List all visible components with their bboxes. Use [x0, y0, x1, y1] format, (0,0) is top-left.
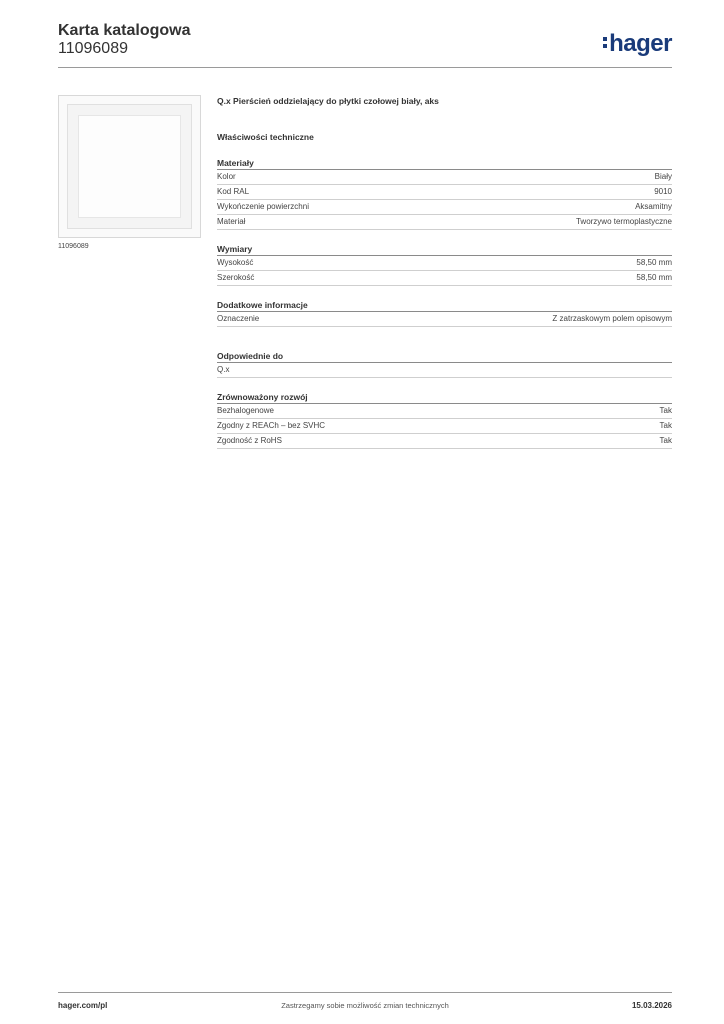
- section-title: Właściwości techniczne: [217, 132, 314, 142]
- page-footer: [58, 992, 672, 1012]
- spec-row: [217, 256, 672, 271]
- frame-inner: [78, 115, 181, 218]
- spec-value: 58,50 mm: [636, 273, 672, 282]
- logo-text: hager: [609, 30, 672, 57]
- spec-value: Tak: [659, 406, 672, 415]
- frame-outer: [67, 104, 192, 229]
- spec-row: [217, 419, 672, 434]
- spec-value: Tworzywo termoplastyczne: [575, 217, 672, 226]
- spec-row: [217, 363, 672, 378]
- spec-row: [217, 185, 672, 200]
- product-title: Q.x Pierścień oddzielający do płytki czołowej biały, aks: [217, 96, 439, 106]
- group-suitable-for: [217, 349, 672, 378]
- spec-label: Zgodność z RoHS: [217, 436, 282, 445]
- spec-label: Oznaczenie: [217, 314, 260, 323]
- spec-label: Kod RAL: [217, 187, 250, 196]
- spec-label: Zgodny z REACh – bez SVHC: [217, 421, 326, 430]
- group-materials: [217, 156, 672, 230]
- spec-value: Tak: [659, 436, 672, 445]
- footer-website-link[interactable]: hager.com/pl: [58, 1001, 108, 1010]
- group-title: Odpowiednie do: [217, 349, 672, 363]
- spec-row: [217, 215, 672, 230]
- spec-label: Kolor: [217, 172, 236, 181]
- spec-label: Wysokość: [217, 258, 254, 267]
- spec-value: Biały: [654, 172, 672, 181]
- logo-dots-icon: [603, 35, 608, 49]
- group-title: Zrównoważony rozwój: [217, 390, 672, 404]
- product-image: [58, 95, 201, 238]
- spec-value: 9010: [654, 187, 672, 196]
- spec-value: Z zatrzaskowym polem opisowym: [552, 314, 672, 323]
- hager-logo: [603, 30, 672, 58]
- image-caption: 11096089: [58, 243, 89, 250]
- group-title: Materiały: [217, 156, 672, 170]
- spec-value: Aksamitny: [635, 202, 672, 211]
- spec-row: [217, 404, 672, 419]
- group-title: Wymiary: [217, 242, 672, 256]
- spec-row: [217, 200, 672, 215]
- footer-disclaimer: Zastrzegamy sobie możliwość zmian technicznych: [281, 1001, 449, 1010]
- group-additional-info: [217, 298, 672, 327]
- product-details: [217, 96, 672, 449]
- spec-value: Tak: [659, 421, 672, 430]
- spec-label: Q.x: [217, 365, 230, 374]
- group-sustainability: [217, 390, 672, 449]
- spec-label: Materiał: [217, 217, 246, 226]
- spec-row: [217, 312, 672, 327]
- group-dimensions: [217, 242, 672, 286]
- spec-value: 58,50 mm: [636, 258, 672, 267]
- document-title: Karta katalogowa: [58, 22, 191, 39]
- group-title: Dodatkowe informacje: [217, 298, 672, 312]
- page-header: [58, 20, 672, 68]
- spec-row: [217, 434, 672, 449]
- spec-label: Szerokość: [217, 273, 255, 282]
- footer-date: 15.03.2026: [631, 1001, 672, 1010]
- spec-label: Bezhalogenowe: [217, 406, 274, 415]
- spec-label: Wykończenie powierzchni: [217, 202, 309, 211]
- spec-row: [217, 170, 672, 185]
- document-number: 11096089: [58, 40, 128, 57]
- spec-row: [217, 271, 672, 286]
